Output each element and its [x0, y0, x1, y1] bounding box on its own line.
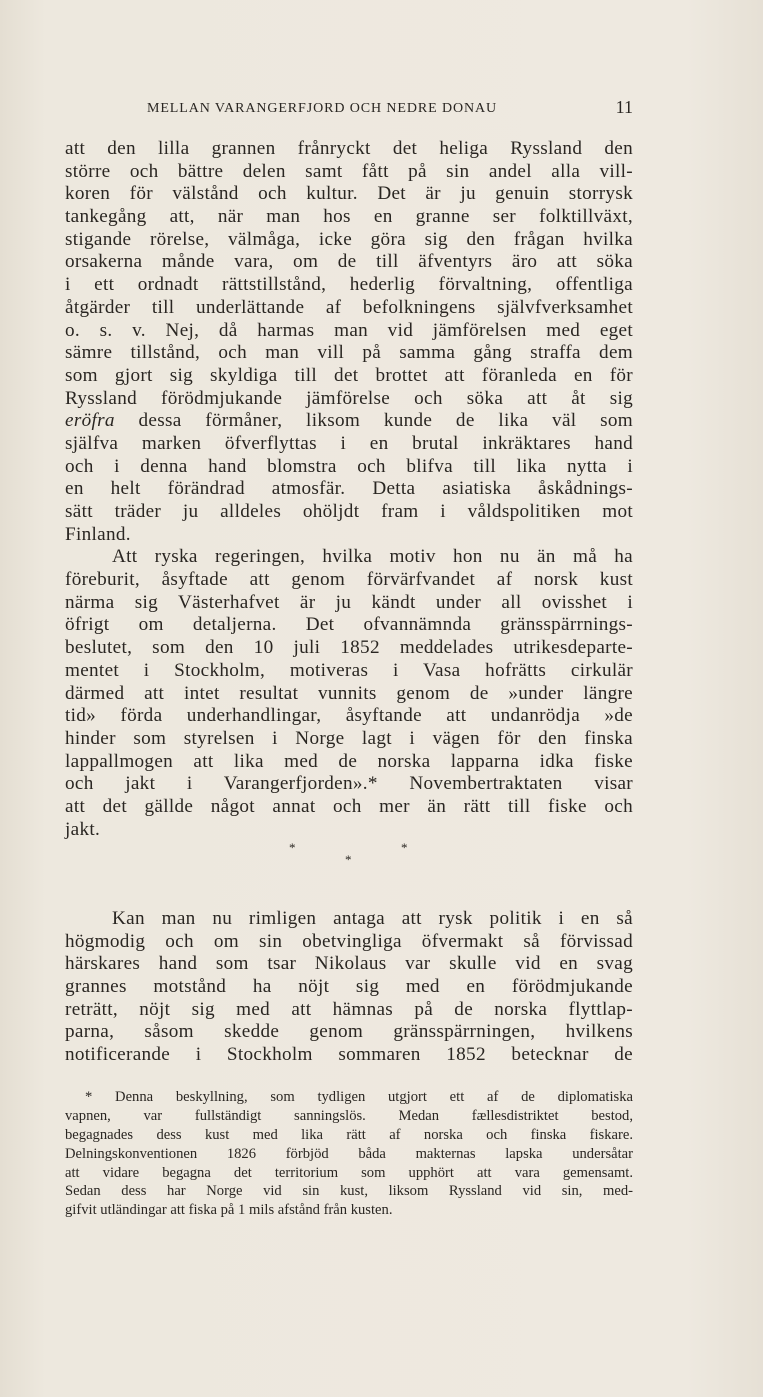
text-line: lappallmogen att lika med de norska lapparna idka fiske [65, 750, 633, 772]
text-line: Att ryska regeringen, hvilka motiv hon nu än må ha [112, 546, 633, 568]
text-line: och i denna hand blomstra och blifva till lika nytta i [65, 455, 633, 477]
section-asterism [65, 840, 633, 870]
text-line: reträtt, nöjt sig med att hämnas på de norska flyttlap- [65, 998, 633, 1020]
text-line: jakt. [65, 818, 101, 840]
text-line-rest: dessa förmåner, liksom kunde de lika väl som [138, 410, 633, 432]
text-line: närma sig Västerhafvet är ju kändt under all ovisshet i [65, 591, 633, 613]
text-line: att den lilla grannen frånryckt det heliga Ryssland den [65, 138, 633, 159]
text-line: hinder som styrelsen i Norge lagt i vägen för den finska [65, 727, 633, 749]
text-line: en helt förändrad atmosfär. Detta asiatiska åskådnings- [65, 478, 633, 500]
footnote-line: att vidare begagna det territorium som upphört att vara gemensamt. [65, 1164, 633, 1181]
text-line: föreburit, åsyftade att genom förvärfvandet af norsk kust [65, 569, 633, 591]
text-line: mentet i Stockholm, motiveras i Vasa hofrätts cirkulär [65, 659, 633, 681]
asterism-star: * [401, 840, 408, 855]
text-line: notificerande i Stockholm sommaren 1852 betecknar de [65, 1044, 633, 1066]
text-line: o. s. v. Nej, då harmas man vid jämförelsen med eget [65, 319, 633, 341]
footnote-line: vapnen, var fullständigt sanningslös. Medan fællesdistriktet bestod, [65, 1107, 633, 1124]
text-line: parna, såsom skedde genom gränsspärrningen, hvilkens [65, 1021, 633, 1043]
footnote-line: * Denna beskyllning, som tydligen utgjort ett af de diplomatiska [85, 1089, 633, 1105]
text-line-with-italic [65, 410, 633, 433]
asterism-star: * [345, 852, 352, 867]
text-line: Ryssland förödmjukande jämförelse och söka att åt sig [65, 387, 633, 409]
text-line: öfrigt om detaljerna. Det ofvannämnda gränsspärrnings- [65, 614, 633, 636]
main-text-continued [65, 908, 633, 1067]
text-line: större och bättre delen samt fått på sin andel alla vill- [65, 160, 633, 182]
text-line: beslutet, som den 10 juli 1852 meddelades utrikesdeparte- [65, 637, 633, 659]
page-header [65, 97, 633, 121]
text-line: som gjort sig skyldiga till det brottet att föranleda en för [65, 364, 633, 386]
footnote-line: Sedan dess har Norge vid sin kust, liksom Ryssland vid sin, med- [65, 1183, 633, 1200]
footnote-line: gifvit utländingar att fiska på 1 mils afstånd från kusten. [65, 1202, 393, 1219]
footnote-line: begagnades dess kust med lika rätt af norska och finska fiskare. [65, 1126, 633, 1143]
page-number: 11 [615, 97, 633, 117]
main-text [65, 138, 633, 841]
asterism-star: * [289, 840, 296, 855]
text-line: stigande rörelse, välmåga, icke göra sig den frågan hvilka [65, 228, 633, 250]
footnote [65, 1088, 633, 1220]
text-line: grannes motstånd ha nöjt sig med en förödmjukande [65, 976, 633, 998]
text-line: Kan man nu rimligen antaga att rysk politik i en så [112, 908, 633, 929]
footnote-line: Delningskonventionen 1826 förbjöd båda makternas lapska undersåtar [65, 1145, 633, 1162]
text-line: Finland. [65, 523, 131, 545]
text-line: orsakerna månde vara, om de till äfventyrs äro att söka [65, 251, 633, 273]
text-line: högmodig och om sin obetvingliga öfvermakt så förvissad [65, 930, 633, 952]
text-line: tid» förda underhandlingar, åsyftande att undanrödja »de [65, 705, 633, 727]
text-line: härskares hand som tsar Nikolaus var skulle vid en svag [65, 953, 633, 975]
running-title: MELLAN VARANGERFJORD OCH NEDRE DONAU [147, 101, 498, 116]
text-line: sätt träder ju alldeles ohöljdt fram i våldspolitiken mot [65, 501, 633, 522]
text-line: tankegång att, när man hos en granne ser folktillväxt, [65, 206, 633, 228]
text-line: och jakt i Varangerfjorden».* Novembertraktaten visar [65, 773, 633, 795]
text-line: att det gällde något annat och mer än rätt till fiske och [65, 795, 633, 817]
text-line: i ett ordnadt rättstillstånd, hederlig förvaltning, offentliga [65, 274, 633, 296]
text-line: själfva marken öfverflyttas i en brutal inkräktares hand [65, 432, 633, 454]
text-line: koren för välstånd och kultur. Det är ju genuin storrysk [65, 183, 633, 205]
italic-word: eröfra [65, 410, 115, 432]
text-line: därmed att intet resultat vunnits genom de »under längre [65, 682, 633, 704]
text-line: sämre tillstånd, och man vill på samma gång straffa dem [65, 342, 633, 364]
text-line: åtgärder till underlättande af befolkningens självfverksamhet [65, 296, 633, 318]
